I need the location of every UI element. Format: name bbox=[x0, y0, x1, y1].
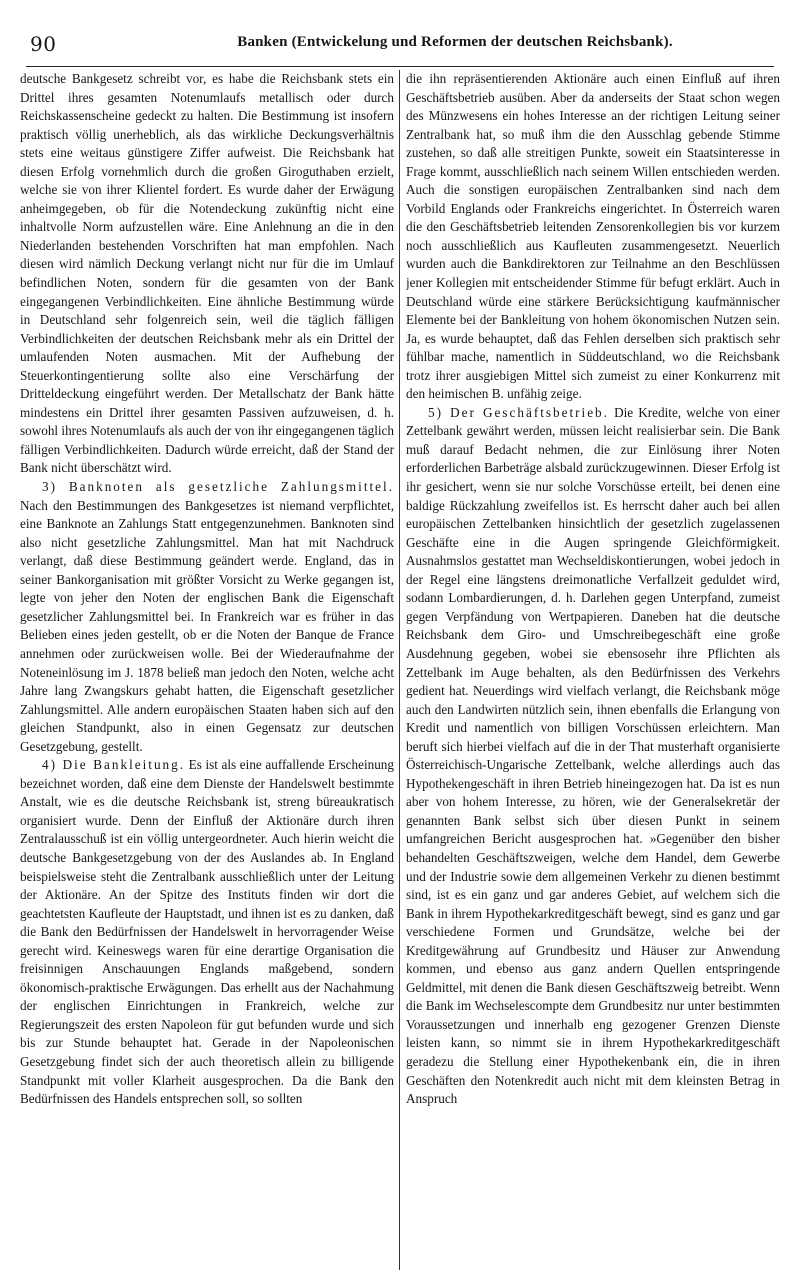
page-header bbox=[26, 28, 774, 64]
paragraph-body: Die Kredite, welche von einer Zettelbank gewährt werden, müssen leicht realisierbar sein. Die Bank muß darauf Bedacht nehmen, die zur Einlösung ihrer Noten erforderlichen Barbeträge alsbald zurückzugewinnen. Dieser Erfolg ist ihr gesichert, wenn sie nur solche Vorschüsse erteilt, bei denen eine baldige Rückzahlung zweifellos ist. Es herrscht daher auch bei allen europäischen Zettelbanken hinsichtlich der gesetzlich zugelassenen Geschäfte eine in die Augen springende Gleichförmigkeit. Ausnahmslos gestattet man Wechseldiskontierungen, wobei jedoch in der Regel eine längstens dreimonatliche Verfallzeit geduldet wird, sodann Lombardierungen, d. h. Darlehen gegen Unterpfand, zumeist gegen Verpfändung von Wertpapieren. Daneben hat die deutsche Reichsbank dem Giro- und Umschreibegeschäft eine große Ausdehnung gegeben, wobei sie ebensosehr ihre Pflichten als Zettelbank im Auge behalten, als den Bedürfnissen des Verkehrs gedient hat. Neuerdings wird vielfach verlangt, die Reichsbank möge auch den Landwirten nützlich sein, ihnen ebenfalls die Erlangung von Kredit und namentlich von billigen Vorschüssen erleichtern. Man beruft sich hierbei vielfach auf die in der That musterhaft organisierte Österreichisch-Ungarische Zettelbank, welche allerdings auch das Hypothekengeschäft in ihren Betrieb hineingezogen hat. Da ist es nun aber von hohem Interesse, zu hören, wie der Generalsekretär der genannten Bank selbst sich über diesen Punkt in seinem umfangreichen Bericht ausgesprochen hat. »Gegenüber den bisher behandelten Geschäftszweigen, welche dem Handel, dem Gewerbe und der Industrie sowie dem allgemeinen Verkehr zu dienen bestimmt sind, ist es ein ganz und gar anderes Gebiet, auf welchem sich die Bank in ihrem Hypothekarkreditgeschäft bewegt, sind es ganz und gar verschiedene Formen und Grundsätze, welche bei der Kreditgewährung auf Grundbesitz und Häuser zur Anwendung kommen, und ebenso aus ganz andern Quellen entspringende Geldmittel, mit denen die Bank diesen Geschäftszweig betreibt. Wenn die Bank im Wechselescompte dem Grundbesitz nur unter bestimmten Voraussetzungen und innerhalb eng gezogener Grenzen Dienste leisten kann, so nimmt sie in ihrem Hypothekarkreditgeschäft geradezu die Stellung einer Hypothekenbank ein, die in ihren Geschäften den Notenkredit auch nicht mit dem kleinsten Betrag in Anspruch bbox=[406, 404, 780, 1107]
section-heading: 4) Die Bankleitung. bbox=[42, 757, 186, 773]
page-number: 90 bbox=[30, 32, 57, 56]
paragraph bbox=[20, 478, 394, 756]
left-column bbox=[20, 70, 394, 1270]
section-heading: 5) Der Geschäftsbetrieb. bbox=[428, 404, 609, 420]
paragraph bbox=[406, 404, 780, 1109]
column-divider bbox=[399, 70, 400, 1270]
section-heading: 3) Banknoten als gesetzliche Zahlungsmittel. bbox=[42, 479, 394, 495]
paragraph: die ihn repräsentierenden Aktionäre auch einen Einfluß auf ihren Geschäftsbetrieb ausüben. Aber da anderseits der Staat schon wegen des Münzwesens ein hohes Interesse an der richtigen Leitung seiner Zentralbank hat, so muß ihm die den Ausschlag gebende Stimme zustehen, so daß alle streitigen Punkte, soweit ein Staatsinteresse in Frage kommt, ausschließlich nach seinem Willen entschieden werden. Auch die sonstigen europäischen Zentralbanken sind nach dem Vorbild Englands oder Frankreichs eingerichtet. In Österreich waren die den Geschäftsbetrieb leitenden Zensorenkollegien bis vor kurzem noch ausschließlich aus Kaufleuten zusammengesetzt. Neuerlich wurden auch die Bankdirektoren zur Teilnahme an den Beschlüssen jener Kollegien mit entscheidender Stimme für befugt erklärt. Auch in Deutschland würde eine stärkere Berücksichtigung kaufmännischer Elemente bei der Bankleitung von hohem ökonomischen Nutzen sein. Ja, es wurde behauptet, daß das Fehlen derselben sich praktisch sehr fühlbar mache, namentlich in Süddeutschland, wo die Reichsbank trotz ihrer ausgiebigen Mittel sich zumeist zu einer Konkurrenz mit den heimischen B. unfähig zeige. bbox=[406, 71, 780, 402]
header-rule bbox=[26, 66, 774, 67]
paragraph-body: Nach den Bestimmungen des Bankgesetzes ist niemand verpflichtet, eine Banknote an Zahlungs Statt entgegenzunehmen. Banknoten sind also nicht gesetzliche Zahlungsmittel. Man hat mit Nachdruck verlangt, daß diese Bestimmung geändert werde. England, das in seiner Bankorganisation mit größter Vorsicht zu Werke gegangen ist, legte von jeher den Noten der englischen Bank die Eigenschaft gesetzlicher Zahlungsmittel bei. In Frankreich war es früher in das Belieben eines jeden gestellt, ob er die Noten der Banque de France annehmen oder zurückweisen wolle. Bei der Wiederaufnahme der Noteneinlösung im J. 1878 beließ man jedoch den Noten, welche acht Jahre lang Zwangskurs gehabt hatten, die Eigenschaft gesetzlicher Zahlungsmittel. Alle andern europäischen Staaten haben sich auf den gleichen Standpunkt, also in einen Gegensatz zur deutschen Gesetzgebung, gestellt. bbox=[20, 497, 394, 754]
paragraph: deutsche Bankgesetz schreibt vor, es habe die Reichsbank stets ein Drittel ihres gesamten Notenumlaufs metallisch oder durch Reichskassenscheine gedeckt zu halten. Die Bestimmung ist insofern praktisch völlig unerheblich, als das wirkliche Deckungsverhältnis stets eine weitaus günstigere Ziffer aufweist. Die Reichsbank hat diesen Erfolg vornehmlich durch die großen Giroguthaben erzielt, welche sie von ihrer Klientel fordert. Es wurde daher der Erwägung anheimgegeben, ob für die Notendeckung zukünftig nicht eine inhaltvolle Norm aufzustellen wäre. Eine Anlehnung an die in den Niederlanden bestehenden Vorschriften hat man empfohlen. Nach diesen wird nämlich Deckung verlangt nicht nur für die im Umlauf befindlichen Noten, sondern für die gesamten von der Bank eingegangenen Verbindlichkeiten. Eine ähnliche Bestimmung würde in Deutschland sehr folgenreich sein, weil die täglich fälligen Verbindlichkeiten der deutschen Reichsbank mehr als ein Drittel der umlaufenden Noten ausmachen. Mit der Aufhebung der Steuerkontingentierung sollte also eine Verschärfung der Dritteldeckung eingeführt werden. Der Metallschatz der Bank hätte mindestens ein Drittel ihrer gesamten Passiven aufzuweisen, d. h. sowohl ihres Notenumlaufs als auch der von ihr eingegangenen täglich fälligen Verbindlichkeiten. Dadurch würde erreicht, daß der Stand der Bank nicht überschätzt wird. bbox=[20, 71, 394, 476]
paragraph-body: Es ist als eine auffallende Erscheinung bezeichnet worden, daß eine dem Dienste der Handelswelt bestimmte Anstalt, wie es die deutsche Reichsbank ist, streng büreaukratisch organisiert wurde. Denn der Einfluß der Aktionäre durch ihren Zentralausschuß ist ein völlig untergeordneter. Auch hierin weicht die deutsche Bankgesetzgebung von der des Auslandes ab. In England beispielsweise steht die Zentralbank ausschließlich unter der Leitung der Aktionäre. An der Spitze des Instituts finden wir dort die geachtetsten Kaufleute der Hauptstadt, und ihnen ist es zu danken, daß die Bank den Bedürfnissen der Handelswelt in hervorragender Weise gerecht wird. Keineswegs waren für eine derartige Organisation die freisinnigen Anschauungen Englands maßgebend, sondern ökonomisch-praktische Erwägungen. Das erhellt aus der Nachahmung der englischen Einrichtungen in Frankreich, welche zur Regierungszeit des ersten Napoleon für gut befunden wurde und sich bis zur Stunde behauptet hat. Gerade in der Napoleonischen Gesetzgebung findet sich der auch theoretisch allein zu billigende Standpunkt mit voller Klarheit ausgesprochen. Da die Bank den Bedürfnissen des Handels entsprechen soll, so sollten bbox=[20, 757, 394, 1107]
running-title: Banken (Entwickelung und Reformen der deutschen Reichsbank). bbox=[237, 34, 673, 50]
right-column bbox=[406, 70, 780, 1270]
paragraph bbox=[20, 756, 394, 1108]
